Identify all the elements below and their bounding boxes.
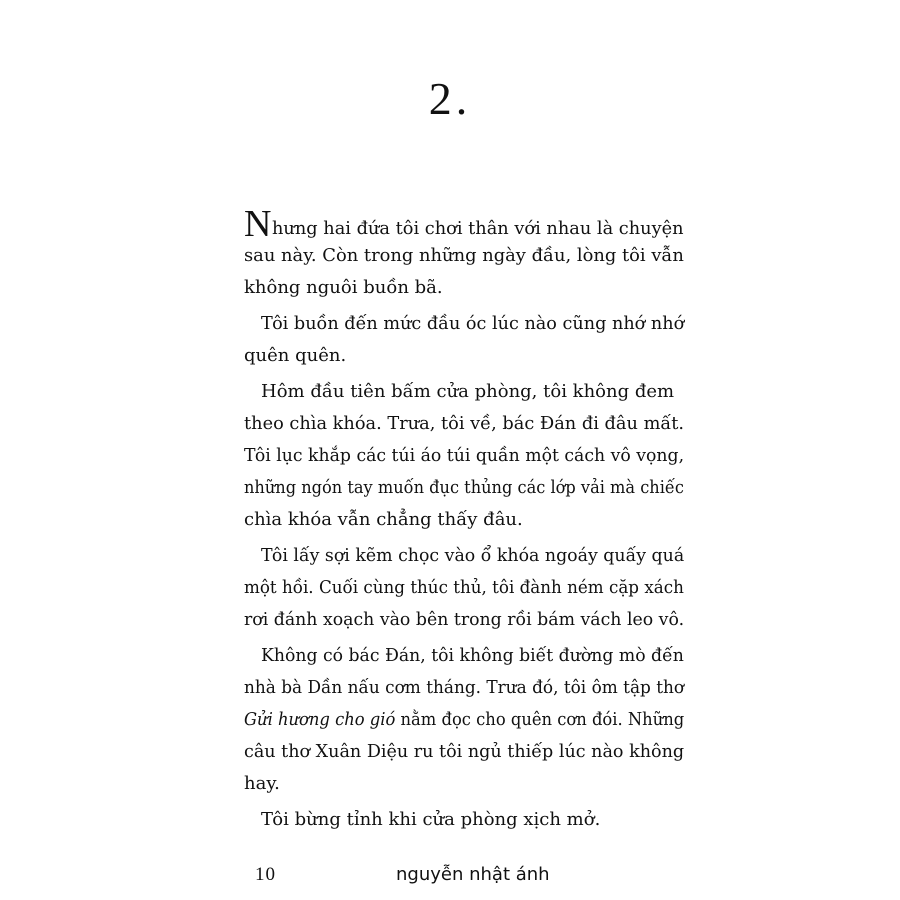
text-line xyxy=(244,504,684,536)
text-span: quên quên. xyxy=(244,345,347,366)
text-span: Tôi lấy sợi kẽm chọc vào ổ khóa ngoáy quấy quá xyxy=(261,545,685,566)
paragraph xyxy=(244,376,684,536)
drop-cap: N xyxy=(244,203,272,245)
text-line xyxy=(244,272,684,304)
text-line xyxy=(244,572,684,604)
text-span: theo chìa khóa. Trưa, tôi về, bác Đán đi đâu mất. xyxy=(244,413,685,434)
text-span xyxy=(244,704,684,736)
text-line xyxy=(244,804,684,836)
text-span: một hồi. Cuối cùng thúc thủ, tôi đành ném cặp xách xyxy=(244,577,684,598)
text-span: rơi đánh xoạch vào bên trong rồi bám vách leo vô. xyxy=(244,609,685,630)
text-span: hay. xyxy=(244,773,280,794)
text-span: Không có bác Đán, tôi không biết đường mò đến xyxy=(261,645,684,666)
text-span: những ngón tay muốn đục thủng các lớp vải mà chiếc xyxy=(244,477,684,498)
chapter-body xyxy=(244,203,685,836)
text-line xyxy=(244,540,684,572)
text-line xyxy=(244,308,684,340)
book-title: Gửi hương cho gió xyxy=(244,709,396,730)
text-span: Tôi lục khắp các túi áo túi quần một cách vô vọng, xyxy=(244,445,685,466)
text-span: không nguôi buồn bã. xyxy=(244,277,443,298)
text-line xyxy=(244,472,684,504)
text-span: sau này. Còn trong những ngày đầu, lòng tôi vẫn xyxy=(244,245,684,266)
text-line xyxy=(244,672,684,704)
text-span: Tôi buồn đến mức đầu óc lúc nào cũng nhớ nhớ xyxy=(261,313,685,334)
text-line xyxy=(244,240,684,272)
text-span: chìa khóa vẫn chẳng thấy đâu. xyxy=(244,509,523,530)
text-line xyxy=(244,376,684,408)
text-line xyxy=(244,340,684,372)
page-footer xyxy=(0,864,900,888)
chapter-number: 2. xyxy=(428,73,472,124)
author-name: nguyễn nhật ánh xyxy=(396,864,550,885)
paragraph xyxy=(244,640,684,800)
text-span: Hôm đầu tiên bấm cửa phòng, tôi không đem xyxy=(261,381,675,402)
text-span: Tôi bừng tỉnh khi cửa phòng xịch mở. xyxy=(261,809,601,830)
text-line xyxy=(244,203,685,245)
text-span: nằm đọc cho quên cơn đói. Những xyxy=(395,709,685,730)
paragraph xyxy=(244,804,684,836)
paragraph xyxy=(244,540,684,636)
text-line xyxy=(244,640,684,672)
text-line xyxy=(244,604,684,636)
page-number: 10 xyxy=(255,864,276,885)
text-span: câu thơ Xuân Diệu ru tôi ngủ thiếp lúc nào không xyxy=(244,741,685,762)
text-span: nhà bà Dần nấu cơm tháng. Trưa đó, tôi ôm tập thơ xyxy=(244,677,685,698)
text-line xyxy=(244,768,684,800)
text-line xyxy=(244,440,684,472)
text-span: hưng hai đứa tôi chơi thân với nhau là chuyện xyxy=(272,218,685,239)
text-line xyxy=(244,736,684,768)
paragraph xyxy=(244,308,684,372)
text-line xyxy=(244,408,684,440)
text-line xyxy=(244,704,684,736)
paragraph xyxy=(244,203,685,304)
